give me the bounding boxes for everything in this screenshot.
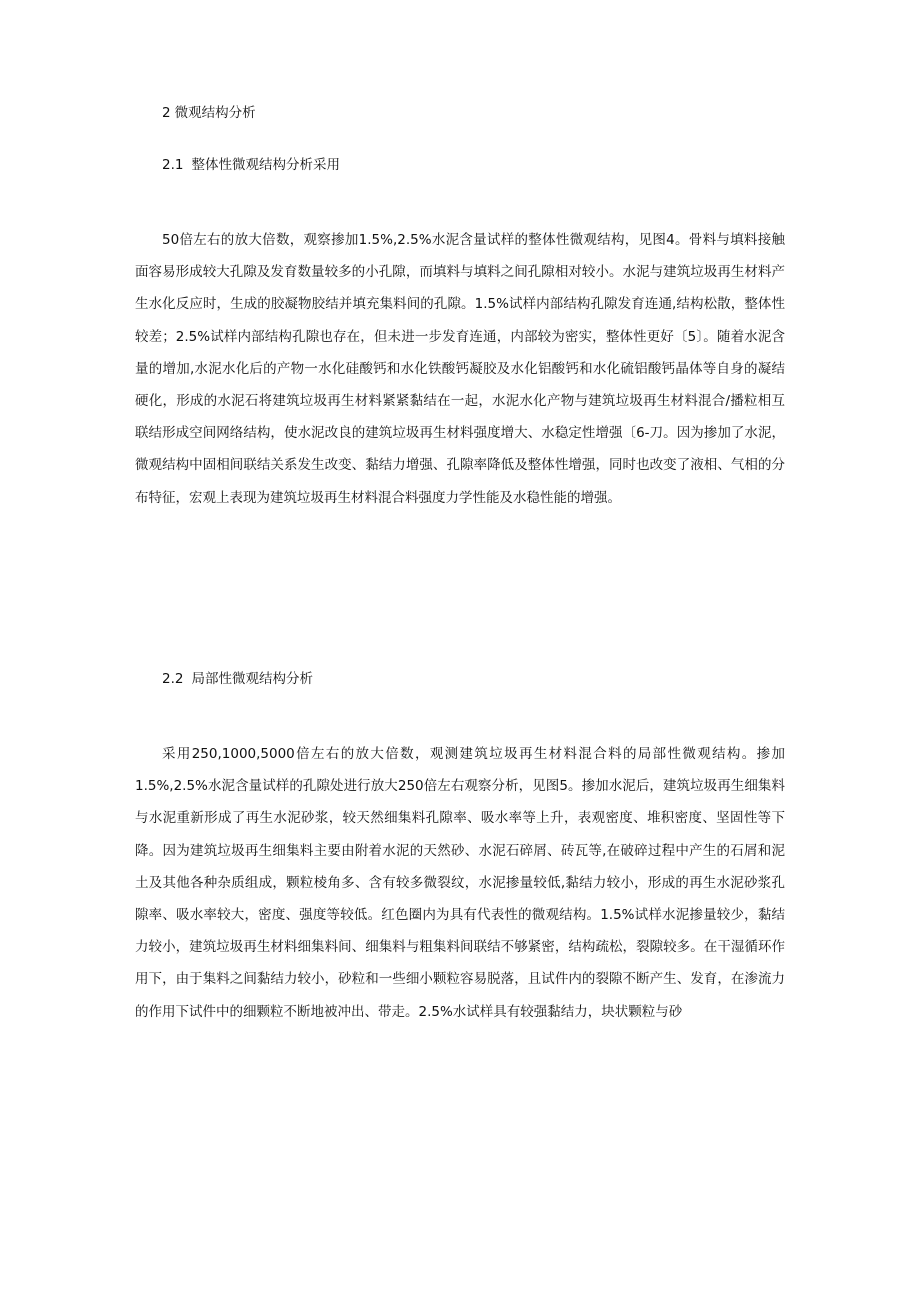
section-number: 2: [162, 105, 171, 121]
paragraph-overall-microstructure: 50倍左右的放大倍数，观察掺加1.5%,2.5%水泥含量试样的整体性微观结构，见图4。骨料与填料接触面容易形成较大孔隙及发育数量较多的小孔隙，而填料与填料之间孔隙相对较小。水泥与建筑垃圾再生材料产生水化反应时，生成的胶凝物胶结并填充集料间的孔隙。1.5%试样内部结构孔隙发育连通,结构松散，整体性较差；2.5%试样内部结构孔隙也存在，但未进一步发育连通，内部较为密实，整体性更好〔5〕。随着水泥含量的增加,水泥水化后的产物一水化硅酸钙和水化铁酸钙凝胶及水化铝酸钙和水化硫铝酸钙晶体等自身的凝结硬化，形成的水泥石将建筑垃圾再生材料紧紧黏结在一起，水泥水化产物与建筑垃圾再生材料混合/播粒相互联结形成空间网络结构，使水泥改良的建筑垃圾再生材料强度增大、水稳定性增强〔6-刀。因为掺加了水泥，微观结构中固相间联结关系发生改变、黏结力增强、孔隙率降低及整体性增强，同时也改变了液相、气相的分布特征，宏观上表现为建筑垃圾再生材料混合料强度力学性能及水稳性能的增强。: [135, 232, 785, 506]
section-number: 2.2: [162, 671, 184, 687]
section-heading-2-2: [162, 669, 313, 689]
section-heading-2-1: [162, 155, 340, 175]
section-number: 2.1: [162, 157, 184, 173]
section-title: 整体性微观结构分析采用: [191, 157, 340, 173]
paragraph-local-microstructure: 采用250,1000,5000倍左右的放大倍数，观测建筑垃圾再生材料混合料的局部性微观结构。掺加1.5%,2.5%水泥含量试样的孔隙处进行放大250倍左右观察分析，见图5。掺加水泥后，建筑垃圾再生细集料与水泥重新形成了再生水泥砂浆，较天然细集料孔隙率、吸水率等上升，表观密度、堆积密度、坚固性等下降。因为建筑垃圾再生细集料主要由附着水泥的天然砂、水泥石碎屑、砖瓦等,在破碎过程中产生的石屑和泥土及其他各种杂质组成，颗粒棱角多、含有较多微裂纹，水泥掺量较低,黏结力较小，形成的再生水泥砂浆孔隙率、吸水率较大，密度、强度等较低。红色圈内为具有代表性的微观结构。1.5%试样水泥掺量较少，黏结力较小，建筑垃圾再生材料细集料间、细集料与粗集料间联结不够紧密，结构疏松，裂隙较多。在干湿循环作用下，由于集料之间黏结力较小，砂粒和一些细小颗粒容易脱落，且试件内的裂隙不断产生、发育，在渗流力的作用下试件中的细颗粒不断地被冲出、带走。2.5%水试样具有较强黏结力，块状颗粒与砂: [135, 746, 785, 1020]
section-heading-2: [162, 103, 256, 123]
section-title: 微观结构分析: [174, 105, 256, 121]
section-title: 局部性微观结构分析: [191, 671, 313, 687]
